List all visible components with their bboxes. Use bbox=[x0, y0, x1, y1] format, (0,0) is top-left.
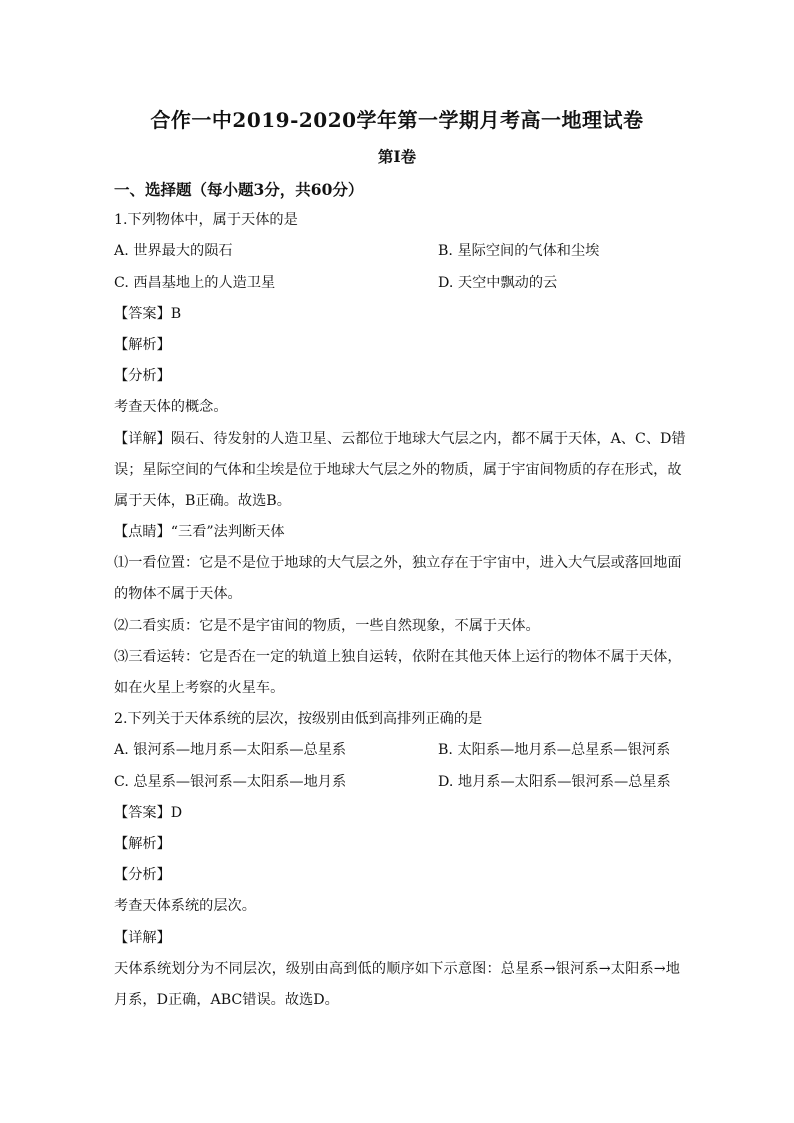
q1-tip2: ⑵二看实质：它是不是宇宙间的物质，一些自然现象，不属于天体。 bbox=[114, 617, 540, 634]
volume-subtitle: 第I卷 bbox=[377, 147, 417, 166]
q1-fenxi-text: 考查天体的概念。 bbox=[114, 399, 228, 416]
q1-jiexi-label: 【解析】 bbox=[114, 336, 171, 353]
q2-fenxi-label: 【分析】 bbox=[114, 867, 171, 884]
q1-tip3-line-1: ⑶三看运转：它是否在一定的轨道上独自运转，依附在其他天体上运行的物体不属于天体， bbox=[114, 648, 682, 665]
q1-stem: 1.下列物体中，属于天体的是 bbox=[114, 212, 298, 229]
q1-options-row-2 bbox=[114, 268, 680, 299]
q2-option-a: A. 银河系—地月系—太阳系—总星系 bbox=[114, 742, 347, 759]
q1-answer: 【答案】B bbox=[114, 305, 182, 322]
q1-detail-line-2: 误；星际空间的气体和尘埃是位于地球大气层之外的物质，属于宇宙间物质的存在形式，故 bbox=[114, 461, 682, 478]
q2-jiexi-label: 【解析】 bbox=[114, 835, 171, 852]
q1-detail-line-3: 属于天体，B正确。故选B。 bbox=[114, 492, 291, 509]
q2-fenxi-text: 考查天体系统的层次。 bbox=[114, 898, 256, 915]
q1-detail-line-1: 【详解】陨石、待发射的人造卫星、云都位于地球大气层之内，都不属于天体，A、C、D错 bbox=[114, 430, 686, 447]
q2-option-d: D. 地月系—太阳系—银河系—总星系 bbox=[438, 773, 671, 790]
q2-detail-line-2: 月系，D正确，ABC错误。故选D。 bbox=[114, 991, 339, 1008]
q1-option-c: C. 西昌基地上的人造卫星 bbox=[114, 274, 276, 291]
page-title: 合作一中2019-2020学年第一学期月考高一地理试卷 bbox=[150, 108, 644, 132]
q1-option-d: D. 天空中飘动的云 bbox=[438, 274, 558, 291]
q2-option-c: C. 总星系—银河系—太阳系—地月系 bbox=[114, 773, 347, 790]
q2-option-b: B. 太阳系—地月系—总星系—银河系 bbox=[438, 742, 671, 759]
exam-content bbox=[114, 174, 686, 1016]
q1-dianjing-label: 【点睛】“三看”法判断天体 bbox=[114, 524, 285, 541]
q2-detail-line-1: 天体系统划分为不同层次，级别由高到低的顺序如下示意图：总星系→银河系→太阳系→地 bbox=[114, 960, 680, 977]
q1-option-b: B. 星际空间的气体和尘埃 bbox=[438, 243, 600, 260]
q2-detail-label: 【详解】 bbox=[114, 929, 171, 946]
q1-tip1-line-1: ⑴一看位置：它是不是位于地球的大气层之外，独立存在于宇宙中，进入大气层或落回地面 bbox=[114, 555, 682, 572]
q1-tip3-line-2: 如在火星上考察的火星车。 bbox=[114, 680, 285, 696]
q1-options-row-1 bbox=[114, 236, 680, 267]
q1-fenxi-label: 【分析】 bbox=[114, 368, 171, 385]
q2-options-row-1 bbox=[114, 735, 680, 766]
q1-tip1-line-2: 的物体不属于天体。 bbox=[114, 586, 242, 603]
q1-option-a: A. 世界最大的陨石 bbox=[114, 243, 233, 260]
section-heading: 一、选择题（每小题3分，共60分） bbox=[114, 180, 364, 199]
q2-stem: 2.下列关于天体系统的层次，按级别由低到高排列正确的是 bbox=[114, 711, 483, 728]
q2-options-row-2 bbox=[114, 767, 680, 798]
q2-answer: 【答案】D bbox=[114, 804, 183, 821]
